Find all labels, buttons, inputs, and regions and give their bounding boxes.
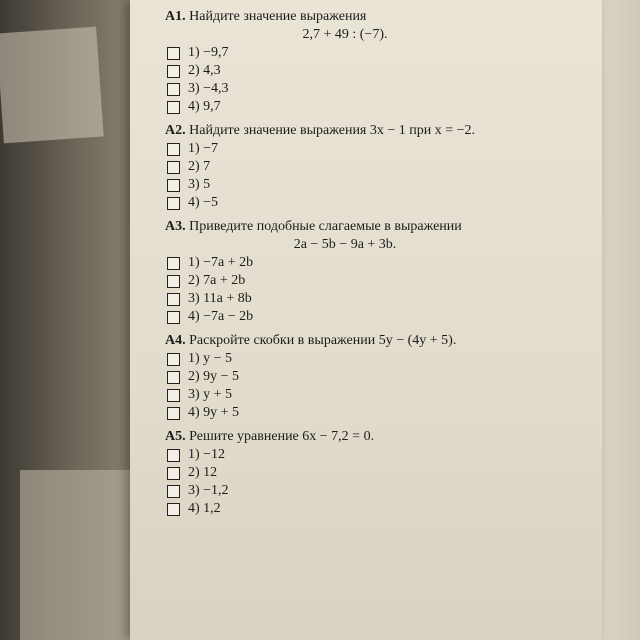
answer-label: 2) 7 xyxy=(188,159,211,174)
question-a5 xyxy=(165,428,545,518)
question-title xyxy=(165,332,545,350)
answer-label: 4) −7a − 2b xyxy=(188,309,254,324)
answer-checkbox[interactable] xyxy=(167,467,180,480)
answer-label: 3) y + 5 xyxy=(188,387,233,402)
question-text: Решите уравнение 6x − 7,2 = 0. xyxy=(189,429,375,444)
answer-checkbox[interactable] xyxy=(167,485,180,498)
answer-option[interactable] xyxy=(167,176,545,194)
answer-option[interactable] xyxy=(167,446,545,464)
answer-label: 4) 1,2 xyxy=(188,501,221,516)
answer-label: 2) 7a + 2b xyxy=(188,273,246,288)
question-a1 xyxy=(165,8,545,116)
question-title xyxy=(165,428,545,446)
answer-label: 3) −1,2 xyxy=(188,483,229,498)
answer-option[interactable] xyxy=(167,98,545,116)
answer-checkbox[interactable] xyxy=(167,371,180,384)
question-number: А4. xyxy=(165,333,186,348)
question-text: Найдите значение выражения 3x − 1 при x = −2. xyxy=(189,123,476,138)
answer-option[interactable] xyxy=(167,464,545,482)
question-a3 xyxy=(165,218,545,326)
background-right-page xyxy=(600,0,640,640)
answer-option[interactable] xyxy=(167,386,545,404)
question-number: А2. xyxy=(165,123,186,138)
answer-label: 1) −12 xyxy=(188,447,226,462)
question-title xyxy=(165,218,545,236)
question-expression: 2,7 + 49 : (−7). xyxy=(302,27,388,42)
answer-checkbox[interactable] xyxy=(167,449,180,462)
answer-label: 4) 9,7 xyxy=(188,99,221,114)
answer-checkbox[interactable] xyxy=(167,503,180,516)
answer-option[interactable] xyxy=(167,140,545,158)
answer-checkbox[interactable] xyxy=(167,407,180,420)
question-expression: 2a − 5b − 9a + 3b. xyxy=(293,237,397,252)
answer-checkbox[interactable] xyxy=(167,197,180,210)
answer-option[interactable] xyxy=(167,254,545,272)
answer-option[interactable] xyxy=(167,272,545,290)
background-paper-scrap xyxy=(20,470,140,640)
answer-checkbox[interactable] xyxy=(167,65,180,78)
answer-label: 1) −7a + 2b xyxy=(188,255,254,270)
answer-checkbox[interactable] xyxy=(167,161,180,174)
answer-checkbox[interactable] xyxy=(167,179,180,192)
answer-label: 2) 9y − 5 xyxy=(188,369,240,384)
answer-option[interactable] xyxy=(167,368,545,386)
question-number: А1. xyxy=(165,9,186,24)
question-title xyxy=(165,122,545,140)
answer-option[interactable] xyxy=(167,482,545,500)
question-a4 xyxy=(165,332,545,422)
answer-option[interactable] xyxy=(167,62,545,80)
answer-label: 1) −9,7 xyxy=(188,45,229,60)
answer-option[interactable] xyxy=(167,350,545,368)
answer-checkbox[interactable] xyxy=(167,275,180,288)
answer-label: 4) 9y + 5 xyxy=(188,405,240,420)
answer-label: 1) −7 xyxy=(188,141,219,156)
answer-checkbox[interactable] xyxy=(167,353,180,366)
question-number: А5. xyxy=(165,429,186,444)
answer-checkbox[interactable] xyxy=(167,101,180,114)
answer-option[interactable] xyxy=(167,308,545,326)
question-number: А3. xyxy=(165,219,186,234)
answer-label: 4) −5 xyxy=(188,195,219,210)
answer-checkbox[interactable] xyxy=(167,293,180,306)
answer-checkbox[interactable] xyxy=(167,47,180,60)
answer-option[interactable] xyxy=(167,404,545,422)
question-text: Раскройте скобки в выражении 5y − (4y + 5). xyxy=(189,333,457,348)
question-a2 xyxy=(165,122,545,212)
question-text: Приведите подобные слагаемые в выражении xyxy=(189,219,462,234)
answer-checkbox[interactable] xyxy=(167,389,180,402)
answer-checkbox[interactable] xyxy=(167,257,180,270)
answer-checkbox[interactable] xyxy=(167,83,180,96)
answer-label: 1) y − 5 xyxy=(188,351,233,366)
answer-checkbox[interactable] xyxy=(167,311,180,324)
answer-option[interactable] xyxy=(167,158,545,176)
background-paper-scrap xyxy=(0,27,104,144)
answer-option[interactable] xyxy=(167,44,545,62)
answer-option[interactable] xyxy=(167,290,545,308)
answer-option[interactable] xyxy=(167,500,545,518)
answer-label: 3) 5 xyxy=(188,177,211,192)
answer-checkbox[interactable] xyxy=(167,143,180,156)
answer-label: 3) −4,3 xyxy=(188,81,229,96)
answer-label: 2) 12 xyxy=(188,465,218,480)
worksheet-content xyxy=(165,8,545,524)
answer-option[interactable] xyxy=(167,80,545,98)
question-text: Найдите значение выражения xyxy=(189,9,367,24)
question-title xyxy=(165,8,545,26)
answer-label: 3) 11a + 8b xyxy=(188,291,252,306)
answer-option[interactable] xyxy=(167,194,545,212)
answer-label: 2) 4,3 xyxy=(188,63,221,78)
